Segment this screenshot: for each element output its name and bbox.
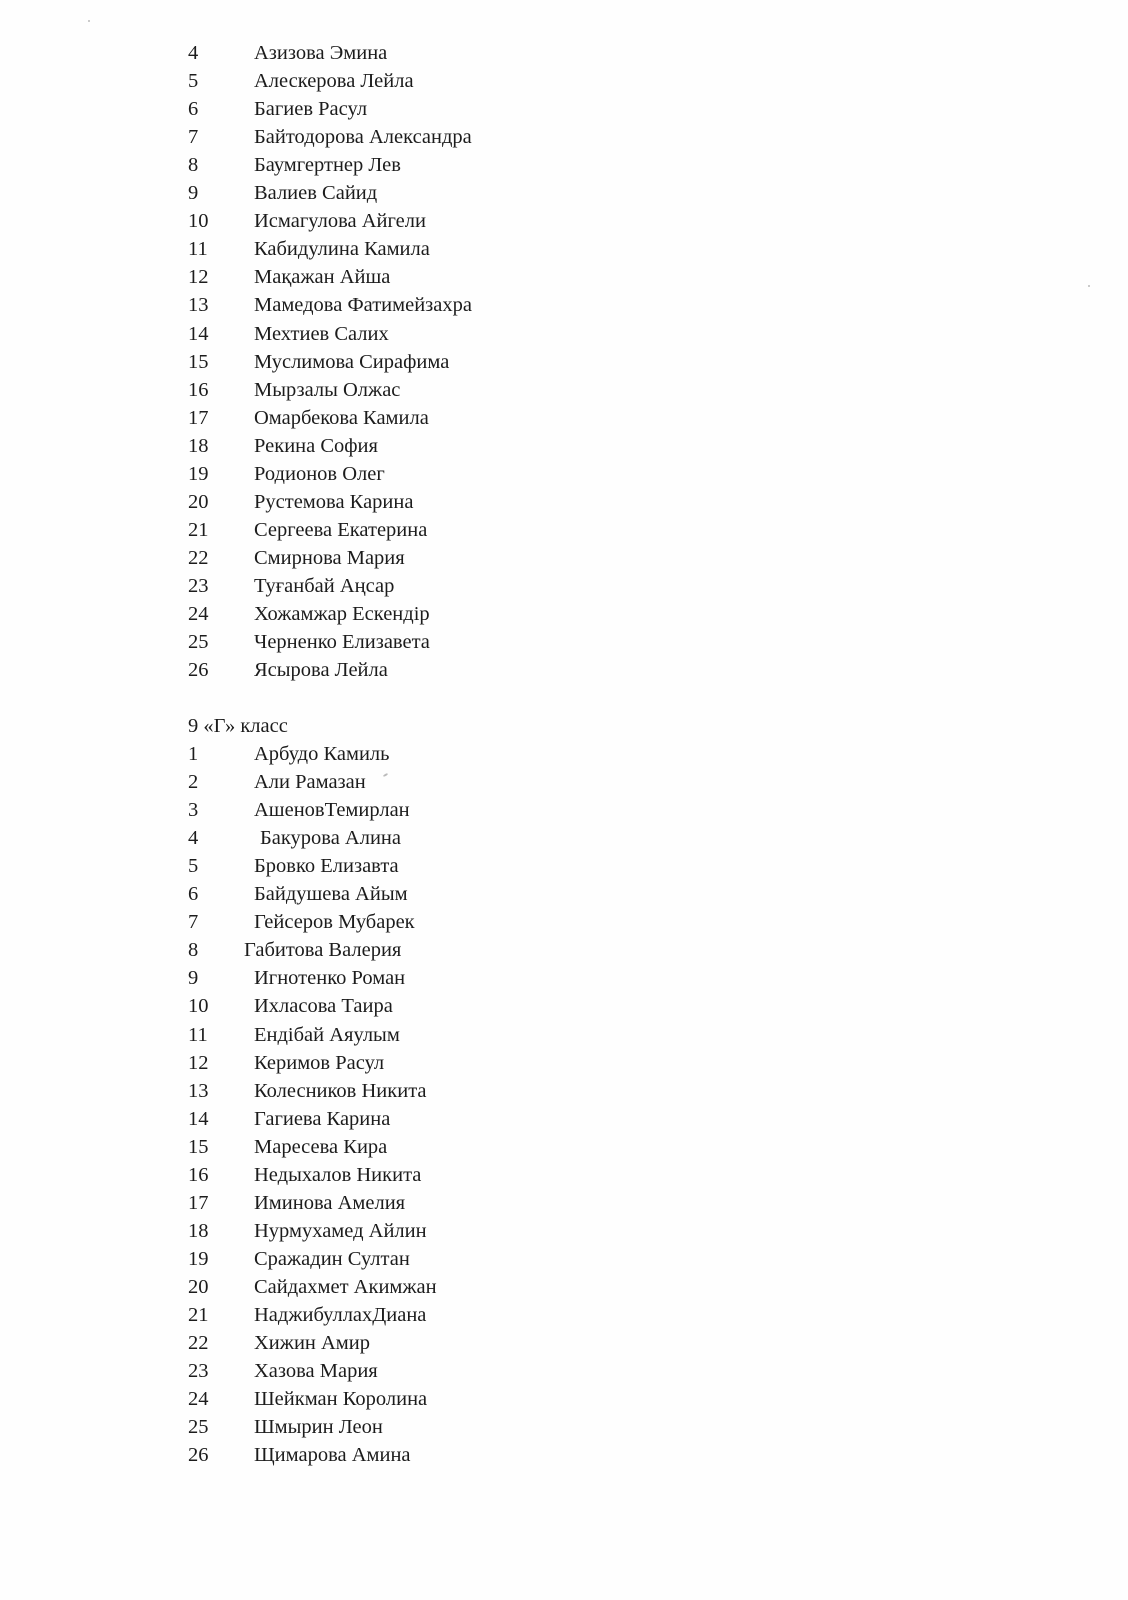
row-number: 23 <box>188 574 209 597</box>
student-name: НаджибуллахДиана <box>254 1304 427 1326</box>
student-name: Хижин Амир <box>254 1332 371 1355</box>
row-number: 7 <box>188 126 199 149</box>
student-name: Алескерова Лейла <box>254 70 414 93</box>
student-name: Хожамжар Ескендір <box>254 603 430 625</box>
student-name: Рекина София <box>254 434 378 457</box>
row-number: 21 <box>188 518 209 541</box>
student-name: Гагиева Карина <box>254 1107 391 1130</box>
student-name: Мырзалы Олжас <box>254 378 401 401</box>
row-number: 25 <box>188 1416 209 1439</box>
student-name: Бакурова Алина <box>260 827 401 850</box>
student-name: Гейсеров Мубарек <box>254 911 415 934</box>
student-name: Шмырин Леон <box>254 1416 383 1439</box>
student-name: Габитова Валерия <box>244 939 402 962</box>
student-name: Нурмухамед Айлин <box>254 1219 427 1242</box>
row-number: 3 <box>188 799 199 822</box>
row-number: 20 <box>188 1275 209 1298</box>
row-number: 17 <box>188 1191 209 1214</box>
student-name: Ендібай Аяулым <box>254 1023 400 1046</box>
student-name: Маресева Кира <box>254 1135 388 1158</box>
row-number: 9 <box>188 967 199 990</box>
row-number: 22 <box>188 546 209 569</box>
student-name: Недыхалов Никита <box>254 1163 422 1186</box>
row-number: 15 <box>188 350 209 373</box>
student-name: Бровко Елизавта <box>254 855 399 878</box>
student-name: Иминова Амелия <box>254 1191 406 1214</box>
student-name: Арбудо Камиль <box>254 743 390 765</box>
student-name: Рустемова Карина <box>254 490 414 513</box>
student-name: Исмагулова Айгели <box>254 210 426 233</box>
row-number: 6 <box>188 98 199 121</box>
student-name: Баумгертнер Лев <box>254 154 401 177</box>
row-number: 25 <box>188 631 209 654</box>
student-name: Мақажан Айша <box>254 266 391 289</box>
student-name: Черненко Елизавета <box>254 631 430 654</box>
row-number: 26 <box>188 659 209 682</box>
student-name: Ясырова Лейла <box>254 659 388 682</box>
row-number: 10 <box>188 995 209 1018</box>
row-number: 1 <box>188 743 199 765</box>
student-name: Родионов Олег <box>254 462 385 485</box>
student-name: Щимарова Амина <box>254 1444 411 1467</box>
student-name: Игнотенко Роман <box>254 967 406 990</box>
student-name: Кабидулина Камила <box>254 238 430 261</box>
row-number: 11 <box>188 1023 208 1046</box>
student-name: Сайдахмет Акимжан <box>254 1275 437 1298</box>
student-name: Азизова Эмина <box>254 42 388 64</box>
row-number: 8 <box>188 939 199 962</box>
row-number: 8 <box>188 154 199 177</box>
student-name: Багиев Расул <box>254 98 368 121</box>
student-name: Мехтиев Салих <box>254 322 389 345</box>
row-number: 24 <box>188 603 209 625</box>
row-number: 20 <box>188 490 209 513</box>
row-number: 21 <box>188 1304 209 1326</box>
row-number: 19 <box>188 462 209 485</box>
row-number: 18 <box>188 434 209 457</box>
student-name: Омарбекова Камила <box>254 406 429 429</box>
row-number: 14 <box>188 1107 209 1130</box>
student-name: Колесников Никита <box>254 1079 427 1102</box>
row-number: 5 <box>188 855 199 878</box>
student-name: Ихласова Таира <box>254 995 393 1018</box>
row-number: 16 <box>188 1163 209 1186</box>
student-name: Муслимова Сирафима <box>254 350 450 373</box>
row-number: 10 <box>188 210 209 233</box>
row-number: 9 <box>188 182 199 205</box>
row-number: 12 <box>188 266 209 289</box>
row-number: 13 <box>188 1079 209 1102</box>
row-number: 22 <box>188 1332 209 1355</box>
row-number: 15 <box>188 1135 209 1158</box>
row-number: 4 <box>188 42 199 64</box>
row-number: 17 <box>188 406 209 429</box>
row-number: 23 <box>188 1360 209 1383</box>
student-name: Сергеева Екатерина <box>254 518 428 541</box>
student-name: Байтодорова Александра <box>254 126 472 149</box>
row-number: 4 <box>188 827 199 850</box>
student-name: Али Рамазан <box>254 771 366 794</box>
student-name: Сражадин Султан <box>254 1247 410 1270</box>
student-name: Байдушева Айым <box>254 883 408 906</box>
row-number: 7 <box>188 911 199 934</box>
student-name: Валиев Сайид <box>254 182 378 205</box>
student-name: Смирнова Мария <box>254 546 405 569</box>
student-name: АшеновТемирлан <box>254 799 410 822</box>
student-name: Керимов Расул <box>254 1051 385 1074</box>
row-number: 13 <box>188 294 209 317</box>
scan-mark <box>383 773 388 777</box>
row-number: 24 <box>188 1388 209 1411</box>
student-name: Туғанбай Аңсар <box>254 574 395 597</box>
row-number: 19 <box>188 1247 209 1270</box>
row-number: 12 <box>188 1051 209 1074</box>
student-name: Мамедова Фатимейзахра <box>254 294 472 317</box>
row-number: 11 <box>188 238 208 261</box>
row-number: 26 <box>188 1444 209 1467</box>
student-name: Хазова Мария <box>254 1360 378 1383</box>
scan-speck <box>1088 285 1090 287</box>
student-name: Шейкман Королина <box>254 1388 428 1411</box>
class-heading: 9 «Г» класс <box>188 715 288 737</box>
row-number: 2 <box>188 771 199 794</box>
row-number: 18 <box>188 1219 209 1242</box>
row-number: 6 <box>188 883 199 906</box>
scan-speck <box>88 20 90 22</box>
row-number: 16 <box>188 378 209 401</box>
row-number: 5 <box>188 70 199 93</box>
row-number: 14 <box>188 322 209 345</box>
